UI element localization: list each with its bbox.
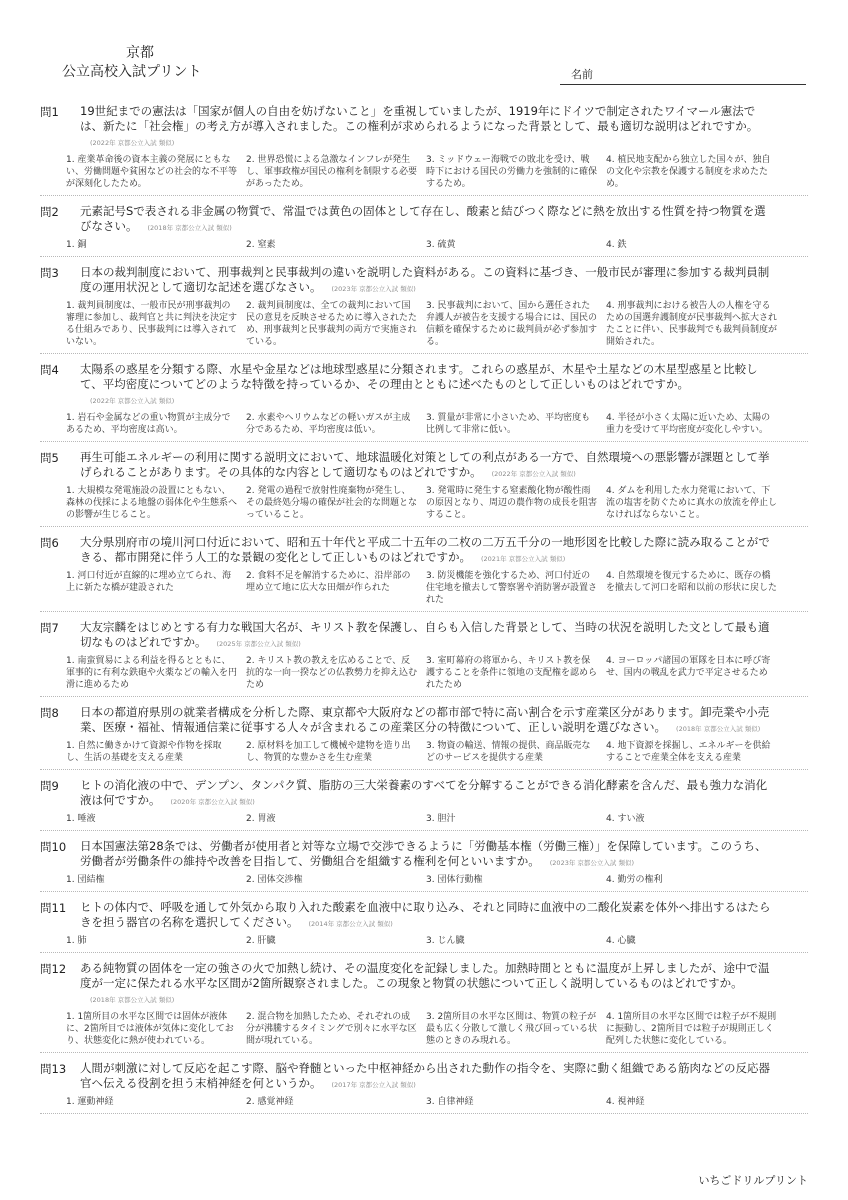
- choice-option[interactable]: 2. 食料不足を解消するために、沿岸部の埋め立て地に広大な田畑が作られた: [246, 571, 411, 593]
- choice-option[interactable]: 4. 自然環境を復元するために、既存の橋を撤去して河口を昭和以前の形状に戻した: [606, 571, 778, 593]
- choice-option[interactable]: 1. 大規模な発電施設の設置にともない、森林の伐採による地盤の弱体化や生態系への影響が生じること。: [66, 486, 238, 520]
- title-main: 公立高校入試プリント: [62, 64, 202, 80]
- question-block: [0, 900, 848, 953]
- choice-list: [66, 740, 786, 764]
- choice-list: [66, 655, 786, 691]
- title-prefecture: 京都: [126, 45, 154, 61]
- choice-option[interactable]: 3. じん臓: [426, 936, 465, 946]
- question-body: 日本の裁判制度において、刑事裁判と民事裁判の違いを説明した資料がある。この資料に基づき、一般市民が審理に参加する裁判員制度の運用状況として適切な記述を選びなさい。: [80, 265, 770, 294]
- choice-list: [66, 813, 786, 825]
- question-block: [0, 961, 848, 1053]
- question-block: [0, 778, 848, 831]
- choice-option[interactable]: 1. 1箇所目の水平な区間では固体が液体に、2箇所目では液体が気体に変化しており、状態変化に熱が使われている。: [66, 1012, 234, 1046]
- question-block: [0, 1061, 848, 1114]
- question-number: 問8: [40, 706, 59, 720]
- question-source: (2020年 京都公立入試 類似): [170, 798, 255, 806]
- name-field-line[interactable]: [560, 84, 806, 85]
- question-text: [80, 1061, 775, 1093]
- question-number: 問3: [40, 266, 59, 280]
- question-body: 人間が刺激に対して反応を起こす際、脳や脊髄といった中枢神経から出された動作の指令を、実際に動く組織である筋肉などの反応器官へ伝える役割を担う末梢神経を何というか。: [80, 1061, 770, 1090]
- question-body: ヒトの消化液の中で、デンプン、タンパク質、脂肪の三大栄養素のすべてを分解することができる消化酵素を含んだ、最も強力な消化液は何ですか。: [80, 778, 768, 807]
- choice-option[interactable]: 4. 地下資源を採掘し、エネルギーを供給することで産業全体を支える産業: [606, 741, 771, 763]
- question-body: 再生可能エネルギーの利用に関する説明文において、地球温暖化対策としての利点がある一方で、自然環境への悪影響が課題として挙げられることがあります。その具体的な内容として適切なものはどれですか。: [80, 450, 770, 479]
- question-block: [0, 839, 848, 892]
- question-text: [80, 839, 775, 871]
- question-text: [80, 362, 775, 409]
- question-number: 問13: [40, 1062, 67, 1076]
- question-block: [0, 362, 848, 442]
- choice-list: [66, 874, 786, 886]
- choice-option[interactable]: 1. 運動神経: [66, 1097, 114, 1107]
- choice-option[interactable]: 1. 肺: [66, 936, 87, 946]
- question-divider: [40, 195, 808, 196]
- choice-option[interactable]: 4. ダムを利用した水力発電において、下流の塩害を防ぐために真水の放流を停止しなければならないこと。: [606, 486, 778, 520]
- question-divider: [40, 696, 808, 697]
- question-text: [80, 265, 775, 297]
- choice-list: [66, 412, 786, 436]
- question-list: [0, 104, 848, 1122]
- choice-option[interactable]: 4. 視神経: [606, 1097, 645, 1107]
- choice-list: [66, 570, 786, 606]
- question-block: [0, 620, 848, 697]
- choice-option[interactable]: 2. 混合物を加熱したため、それぞれの成分が沸騰するタイミングで別々に水平な区間が現れている。: [246, 1012, 417, 1046]
- choice-option[interactable]: 2. 裁判員制度は、全ての裁判において国民の意見を反映させるために導入されたため、刑事裁判と民事裁判の両方で実施されている。: [246, 301, 418, 347]
- question-source: (2014年 京都公立入試 類似): [308, 920, 393, 928]
- question-number: 問2: [40, 205, 59, 219]
- question-text: [80, 104, 775, 151]
- choice-option[interactable]: 4. ヨーロッパ諸国の軍隊を日本に呼び寄せ、国内の戦乱を武力で平定させるため: [606, 656, 771, 678]
- question-divider: [40, 891, 808, 892]
- question-number: 問6: [40, 536, 59, 550]
- question-source: (2022年 京都公立入試 類似): [90, 139, 175, 147]
- footer-brand: いちごドリルプリント: [698, 1174, 808, 1187]
- choice-list: [66, 154, 786, 190]
- choice-option[interactable]: 3. ミッドウェー海戦での敗北を受け、戦時下における国民の労働力を強制的に確保するため。: [426, 155, 598, 189]
- question-block: [0, 535, 848, 612]
- choice-option[interactable]: 1. 団結権: [66, 875, 105, 885]
- choice-option[interactable]: 3. 硫黄: [426, 240, 456, 250]
- choice-option[interactable]: 2. 団体交渉権: [246, 875, 303, 885]
- question-body: 19世紀までの憲法は「国家が個人の自由を妨げないこと」を重視していましたが、1919年にドイツで制定されたワイマール憲法では、新たに「社会権」の考え方が導入されました。この権利が求められるようになった背景として、最も適切な説明はどれですか。: [80, 104, 759, 133]
- choice-option[interactable]: 3. 物資の輸送、情報の提供、商品販売などのサービスを提供する産業: [426, 741, 591, 763]
- choice-option[interactable]: 4. 刑事裁判における被告人の人権を守るための国選弁護制度が民事裁判へ拡大されたことに伴い、民事裁判でも裁判員制度が開始された。: [606, 301, 778, 347]
- question-block: [0, 104, 848, 196]
- choice-option[interactable]: 4. 勤労の権利: [606, 875, 663, 885]
- choice-option[interactable]: 4. 1箇所目の水平な区間では粒子が不規則に振動し、2箇所目では粒子が規則正しく配列した状態に変化している。: [606, 1012, 777, 1046]
- page-header: [0, 0, 848, 100]
- choice-option[interactable]: 4. 半径が小さく太陽に近いため、太陽の重力を受けて平均密度が変化しやすい。: [606, 413, 771, 435]
- choice-option[interactable]: 2. 発電の過程で放射性廃棄物が発生し、その最終処分場の確保が社会的な問題となっていること。: [246, 486, 418, 520]
- question-divider: [40, 830, 808, 831]
- choice-option[interactable]: 4. すい液: [606, 814, 645, 824]
- question-divider: [40, 526, 808, 527]
- question-body: ある純物質の固体を一定の強さの火で加熱し続け、その温度変化を記録しました。加熱時間とともに温度が上昇しましたが、途中で温度が一定に保たれる水平な区間が2箇所観察されました。この現象と物質の状態について正しく説明しているものはどれですか。: [80, 961, 770, 990]
- question-source: (2017年 京都公立入試 類似): [331, 1081, 416, 1089]
- question-source: (2018年 京都公立入試 類似): [676, 725, 761, 733]
- question-divider: [40, 952, 808, 953]
- choice-list: [66, 1011, 786, 1047]
- question-number: 問4: [40, 363, 59, 377]
- question-text: [80, 705, 775, 737]
- choice-option[interactable]: 2. 胃液: [246, 814, 276, 824]
- question-block: [0, 265, 848, 354]
- question-block: [0, 705, 848, 770]
- question-divider: [40, 1113, 808, 1114]
- choice-option[interactable]: 2. 窒素: [246, 240, 276, 250]
- question-text: [80, 900, 775, 932]
- question-text: [80, 620, 775, 652]
- choice-list: [66, 1096, 786, 1108]
- choice-option[interactable]: 2. 肝臓: [246, 936, 276, 946]
- choice-option[interactable]: 1. 裁判員制度は、一般市民が刑事裁判の審理に参加し、裁判官と共に判決を決定する仕組みであり、民事裁判には導入されていない。: [66, 301, 238, 347]
- question-block: [0, 204, 848, 257]
- question-text: [80, 778, 775, 810]
- choice-option[interactable]: 1. 銅: [66, 240, 87, 250]
- question-number: 問1: [40, 105, 59, 119]
- choice-option[interactable]: 3. 胆汁: [426, 814, 456, 824]
- question-body: 大分県別府市の境川河口付近において、昭和五十年代と平成二十五年の二枚の二万五千分の一地形図を比較した際に読み取ることができる、都市開発に伴う人工的な景観の変化として正しいものはどれですか。: [80, 535, 770, 564]
- question-text: [80, 961, 775, 1008]
- question-divider: [40, 611, 808, 612]
- question-body: 日本の都道府県別の就業者構成を分析した際、東京都や大阪府などの都市部で特に高い割合を示す産業区分があります。卸売業や小売業、医療・福祉、情報通信業に従事する人々が含まれるこの産業区分の特徴について、正しい説明を選びなさい。: [80, 705, 770, 734]
- question-source: (2022年 京都公立入試 類似): [491, 470, 576, 478]
- question-body: 大友宗麟をはじめとする有力な戦国大名が、キリスト教を保護し、自らも入信した背景として、当時の状況を説明した文として最も適切なものはどれですか。: [80, 620, 770, 649]
- question-divider: [40, 256, 808, 257]
- choice-option[interactable]: 3. 室町幕府の将軍から、キリスト教を保護することを条件に領地の支配権を認められたため: [426, 656, 598, 690]
- question-source: (2023年 京都公立入試 類似): [549, 859, 635, 867]
- question-source: (2025年 京都公立入試 類似): [216, 640, 301, 648]
- question-text: [80, 450, 775, 482]
- choice-list: [66, 485, 786, 521]
- choice-option[interactable]: 1. 河口付近が直線的に埋め立てられ、海上に新たな橋が建設された: [66, 571, 231, 593]
- question-body: 太陽系の惑星を分類する際、水星や金星などは地球型惑星に分類されます。これらの惑星が、木星や土星などの木星型惑星と比較して、平均密度についてどのような特徴を持っているか、その理由とともに述べたものとして正しいものはどれですか。: [80, 362, 758, 391]
- choice-option[interactable]: 2. 水素やヘリウムなどの軽いガスが主成分であるため、平均密度は低い。: [246, 413, 411, 435]
- choice-option[interactable]: 3. 2箇所目の水平な区間は、物質の粒子が最も広く分散して激しく飛び回っている状態のときのみ現れる。: [426, 1012, 598, 1046]
- choice-option[interactable]: 4. 植民地支配から独立した国々が、独自の文化や宗教を保護する制度を求めたため。: [606, 155, 771, 189]
- question-text: [80, 535, 775, 567]
- choice-option[interactable]: 2. 世界恐慌による急激なインフレが発生し、軍事政権が国民の権利を制限する必要があったため。: [246, 155, 418, 189]
- choice-list: [66, 300, 786, 348]
- choice-option[interactable]: 3. 防災機能を強化するため、河口付近の住宅地を撤去して警察署や消防署が設置された: [426, 571, 598, 605]
- choice-option[interactable]: 4. 鉄: [606, 240, 627, 250]
- choice-option[interactable]: 1. 岩石や金属などの重い物質が主成分であるため、平均密度は高い。: [66, 413, 231, 435]
- choice-option[interactable]: 3. 質量が非常に小さいため、平均密度も比例して非常に低い。: [426, 413, 591, 435]
- question-number: 問12: [40, 962, 67, 976]
- choice-option[interactable]: 2. 原材料を加工して機械や建物を造り出し、物質的な豊かさを生む産業: [246, 741, 411, 763]
- question-source: (2022年 京都公立入試 類似): [90, 397, 175, 405]
- choice-option[interactable]: 2. キリスト教の教えを広めることで、反抗的な一向一揆などの仏教勢力を抑え込むため: [246, 656, 418, 690]
- question-source: (2021年 京都公立入試 類似): [481, 555, 566, 563]
- question-body: 日本国憲法第28条では、労働者が使用者と対等な立場で交渉できるように「労働基本権（労働三権）」を保障しています。このうち、労働者が労働条件の維持や改善を目指して、労働組合を組織する権利を何といいますか。: [80, 839, 767, 868]
- choice-option[interactable]: 1. 産業革命後の資本主義の発展にともない、労働問題や貧困などの社会的な不平等が深刻化したため。: [66, 155, 238, 189]
- question-divider: [40, 1052, 808, 1053]
- choice-option[interactable]: 3. 民事裁判において、国から選任された弁護人が被告を支援する場合には、国民の信頼を確保するために裁判員が必ず参加する。: [426, 301, 598, 347]
- question-body: ヒトの体内で、呼吸を通して外気から取り入れた酸素を血液中に取り込み、それと同時に血液中の二酸化炭素を体外へ排出するはたらきを担う器官の名称を選択してください。: [80, 900, 771, 929]
- question-divider: [40, 441, 808, 442]
- question-source: (2018年 京都公立入試 類似): [147, 224, 232, 232]
- question-source: (2018年 京都公立入試 類似): [90, 996, 175, 1004]
- question-body: 元素記号Sで表される非金属の物質で、常温では黄色の固体として存在し、酸素と結びつく際などに熱を放出する性質を持つ物質を選びなさい。: [80, 204, 766, 233]
- question-number: 問11: [40, 901, 67, 915]
- choice-option[interactable]: 4. 心臓: [606, 936, 636, 946]
- name-label: 名前: [571, 68, 593, 81]
- choice-option[interactable]: 3. 団体行動権: [426, 875, 483, 885]
- question-divider: [40, 769, 808, 770]
- question-number: 問5: [40, 451, 59, 465]
- question-number: 問10: [40, 840, 67, 854]
- question-divider: [40, 353, 808, 354]
- choice-list: [66, 935, 786, 947]
- choice-option[interactable]: 3. 自律神経: [426, 1097, 474, 1107]
- question-block: [0, 450, 848, 527]
- question-number: 問9: [40, 779, 59, 793]
- choice-option[interactable]: 2. 感覚神経: [246, 1097, 294, 1107]
- question-source: (2023年 京都公立入試 類似): [331, 285, 416, 293]
- choice-option[interactable]: 1. 唾液: [66, 814, 96, 824]
- choice-option[interactable]: 3. 発電時に発生する窒素酸化物が酸性雨の原因となり、周辺の農作物の成長を阻害すること。: [426, 486, 598, 520]
- choice-option[interactable]: 1. 自然に働きかけて資源や作物を採取し、生活の基礎を支える産業: [66, 741, 222, 763]
- question-number: 問7: [40, 621, 59, 635]
- choice-list: [66, 239, 786, 251]
- choice-option[interactable]: 1. 南蛮貿易による利益を得るとともに、軍事的に有利な鉄砲や火薬などの輸入を円滑に進めるため: [66, 656, 238, 690]
- question-text: [80, 204, 775, 236]
